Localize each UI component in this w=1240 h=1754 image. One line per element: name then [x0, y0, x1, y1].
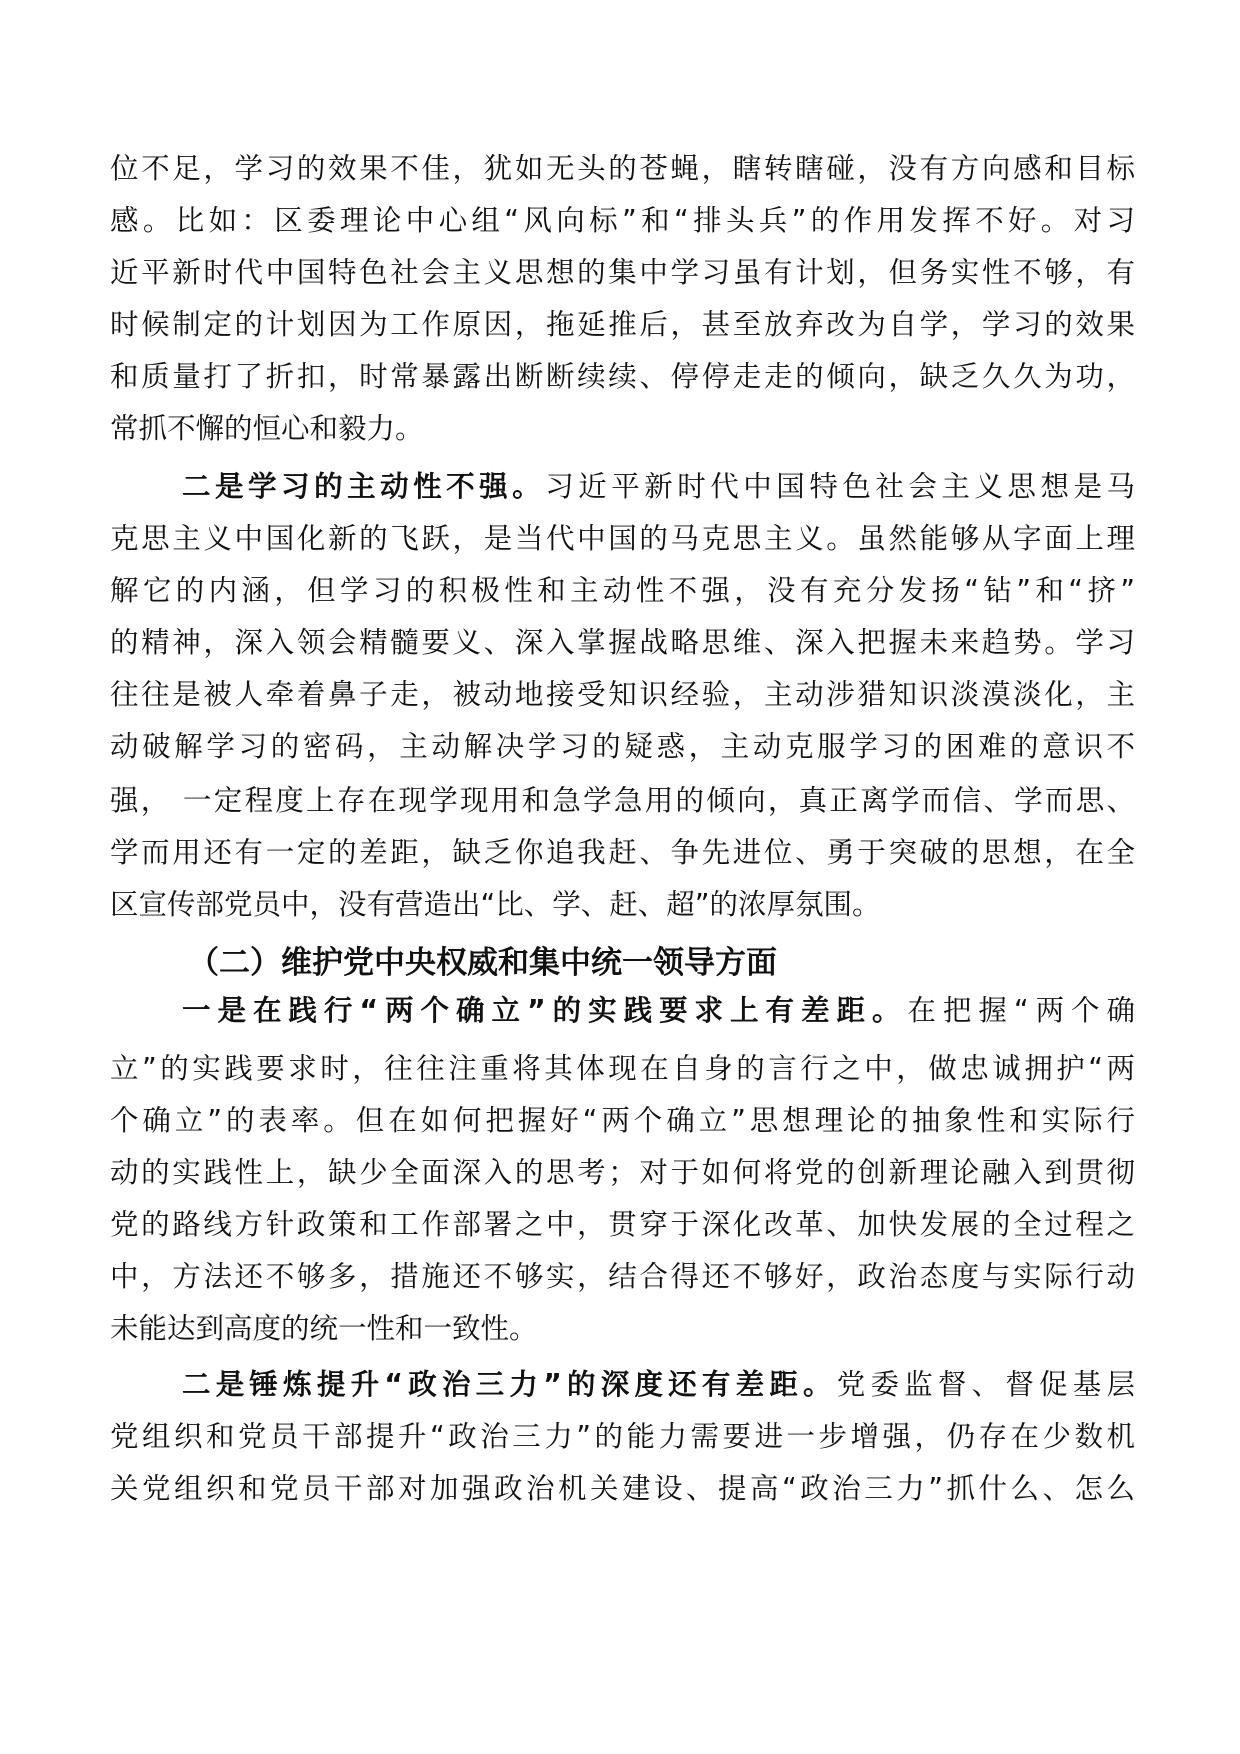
para2-line-2: 克思主义中国化新的飞跃，是当代中国的马克思主义。虽然能够从字面上理	[110, 522, 1135, 555]
para2-line-6: 动破解学习的密码，主动解决学习的疑惑，主动克服学习的困难的意识不	[110, 730, 1135, 763]
para3-line-6: 中，方法还不够多，措施还不够实，结合得还不够好，政治态度与实际行动	[110, 1260, 1135, 1293]
para1-line-6: 常抓不懈的恒心和毅力。	[110, 412, 424, 445]
para3-line-3: 个确立”的表率。但在如何把握好“两个确立”思想理论的抽象性和实际行	[110, 1104, 1135, 1137]
para1-line-1: 位不足，学习的效果不佳，犹如无头的苍蝇，瞎转瞎碰，没有方向感和目标	[110, 152, 1135, 185]
para2-lead-sentence: 二是学习的主动性不强。	[182, 470, 546, 503]
para3-line-4: 动的实践性上，缺少全面深入的思考；对于如何将党的创新理论融入到贯彻	[110, 1156, 1135, 1189]
para2-line-4: 的精神，深入领会精髓要义、深入掌握战略思维、深入把握未来趋势。学习	[110, 626, 1135, 659]
para2-line-9: 区宣传部党员中，没有营造出“比、学、赶、超”的浓厚氛围。	[110, 888, 881, 921]
para2-line-7: 强， 一定程度上存在现学现用和急学急用的倾向，真正离学而信、学而思、	[110, 784, 1135, 817]
para1-line-4: 时候制定的计划因为工作原因，拖延推后，甚至放弃改为自学，学习的效果	[110, 308, 1135, 341]
para1-line-5: 和质量打了折扣，时常暴露出断断续续、停停走走的倾向，缺乏久久为功，	[110, 360, 1135, 393]
para3-first-line	[182, 988, 1135, 1034]
para4-lead-sentence: 二是锤炼提升“政治三力”的深度还有差距。	[182, 1368, 837, 1401]
para3-lead-sentence: 一是在践行“两个确立”的实践要求上有差距。	[182, 994, 908, 1027]
para1-line-3: 近平新时代中国特色社会主义思想的集中学习虽有计划，但务实性不够，有	[110, 256, 1135, 289]
para4-line-3: 关党组织和党员干部对加强政治机关建设、提高“政治三力”抓什么、怎么	[110, 1472, 1135, 1505]
para4-first-line	[182, 1362, 1135, 1408]
para2-first-line-rest: 习近平新时代中国特色社会主义思想是马	[545, 470, 1135, 503]
para2-line-3: 解它的内涵，但学习的积极性和主动性不强，没有充分发扬“钻”和“挤”	[110, 574, 1135, 607]
section-heading: （二）维护党中央权威和集中统一领导方面	[188, 945, 777, 981]
para2-first-line	[182, 464, 1135, 510]
para2-line-8: 学而用还有一定的差距，缺乏你追我赶、争先进位、勇于突破的思想，在全	[110, 836, 1135, 869]
para3-line-5: 党的路线方针政策和工作部署之中，贯穿于深化改革、加快发展的全过程之	[110, 1208, 1135, 1241]
para4-first-line-rest: 党委监督、督促基层	[836, 1368, 1135, 1401]
para3-first-line-rest: 在把握“两个确	[907, 994, 1135, 1027]
para2-line-5: 往往是被人牵着鼻子走，被动地接受知识经验，主动涉猎知识淡漠淡化，主	[110, 678, 1135, 711]
para3-line-7: 未能达到高度的统一性和一致性。	[110, 1312, 538, 1345]
para4-line-2: 党组织和党员干部提升“政治三力”的能力需要进一步增强，仍存在少数机	[110, 1420, 1135, 1453]
para1-line-2: 感。比如：区委理论中心组“风向标”和“排头兵”的作用发挥不好。对习	[110, 204, 1135, 237]
para3-line-2: 立”的实践要求时，往往注重将其体现在自身的言行之中，做忠诚拥护“两	[110, 1052, 1135, 1085]
